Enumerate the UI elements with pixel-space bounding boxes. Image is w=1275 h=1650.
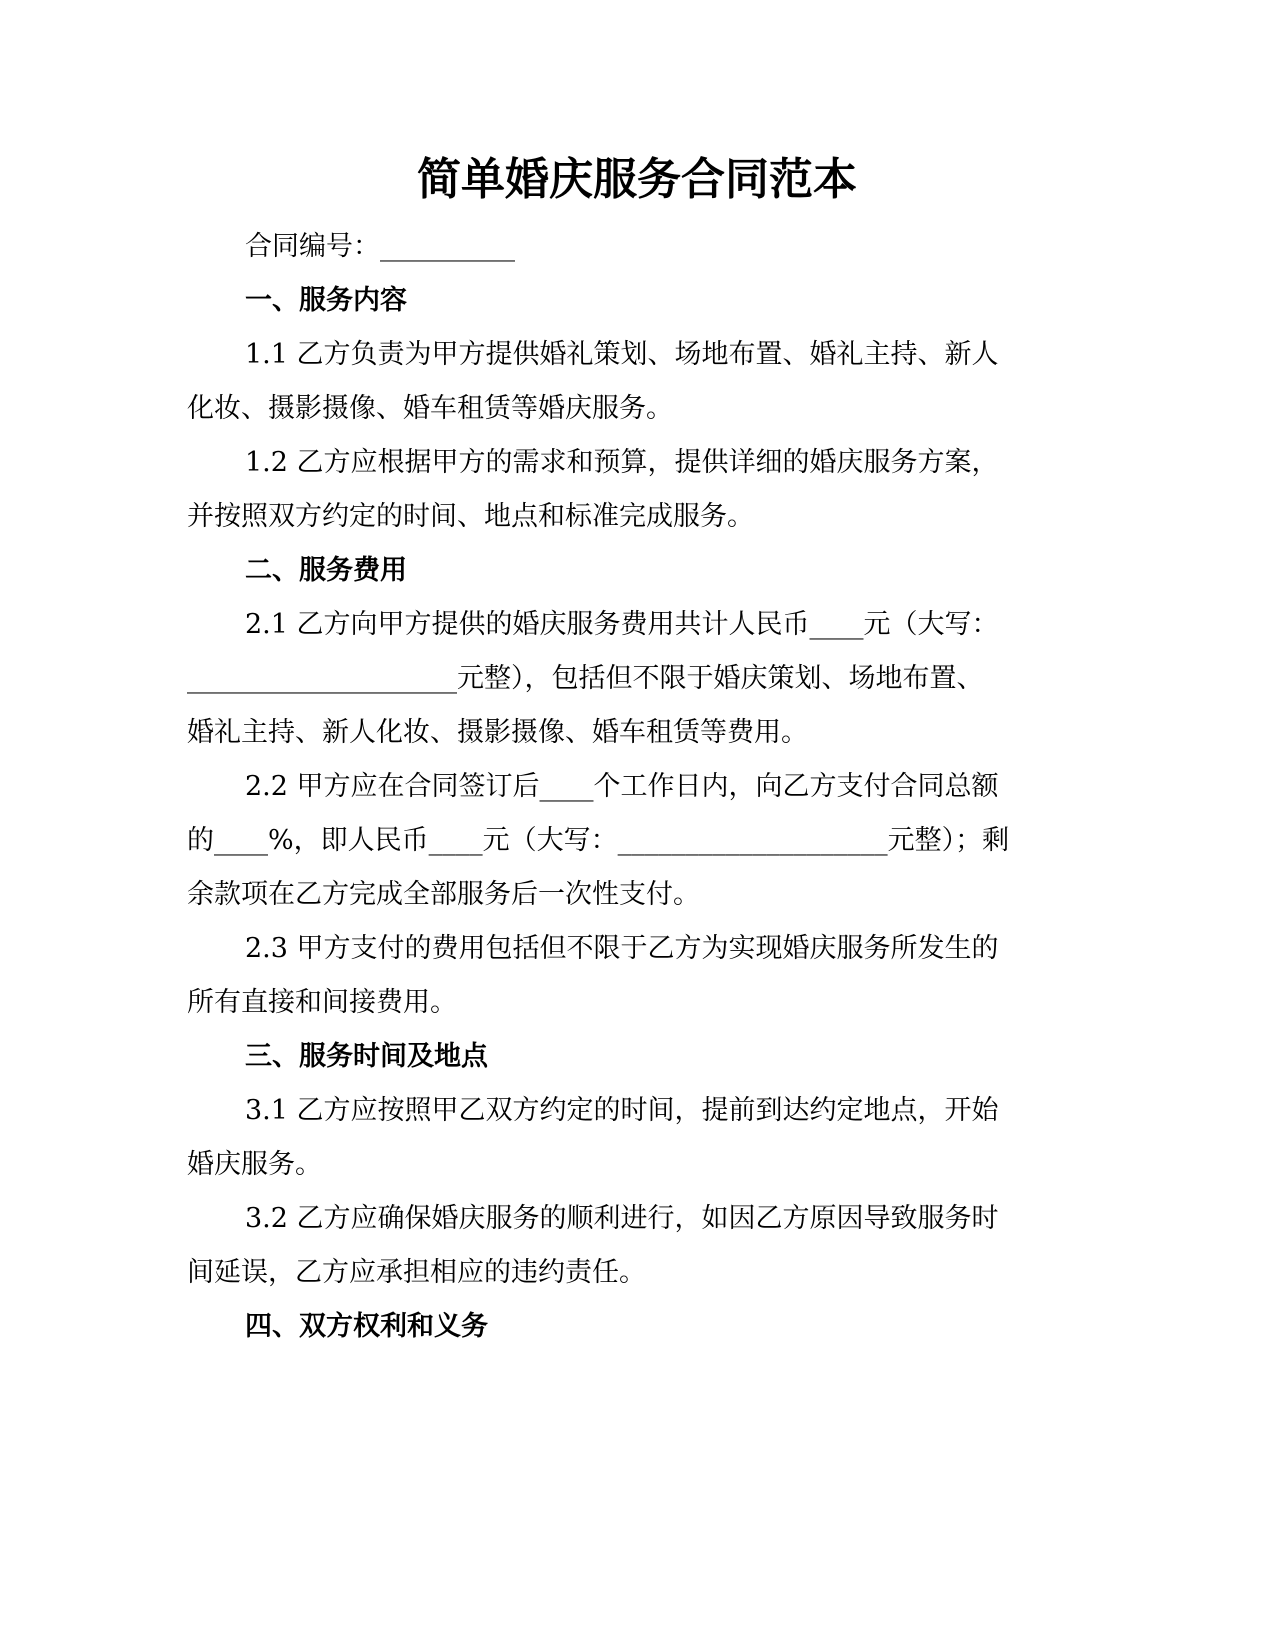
clause-3-1-line-1: 3.1 乙方应按照甲乙双方约定的时间，提前到达约定地点，开始 [245,1095,999,1126]
clause-3-2-line-1: 3.2 乙方应确保婚庆服务的顺利进行，如因乙方原因导致服务时 [245,1203,999,1234]
contract-number: 合同编号：__________ [245,231,515,262]
clause-2-1-line-2: ____________________元整），包括但不限于婚庆策划、场地布置、 [187,663,984,694]
section-heading-3: 三、服务时间及地点 [245,1041,488,1072]
clause-2-2-line-3: 余款项在乙方完成全部服务后一次性支付。 [187,879,700,910]
clause-1-2-line-1: 1.2 乙方应根据甲方的需求和预算，提供详细的婚庆服务方案， [245,447,999,478]
section-heading-1: 一、服务内容 [245,285,407,316]
clause-2-2-line-2: 的____%，即人民币____元（大写：____________________元整）；剩 [187,825,1010,856]
section-heading-4: 四、双方权利和义务 [245,1311,488,1342]
clause-2-1-line-1: 2.1 乙方向甲方提供的婚庆服务费用共计人民币____元（大写： [245,609,999,640]
section-heading-2: 二、服务费用 [245,555,407,586]
clause-1-2-line-2: 并按照双方约定的时间、地点和标准完成服务。 [187,501,754,532]
clause-2-3-line-2: 所有直接和间接费用。 [187,987,457,1018]
clause-2-1-line-3: 婚礼主持、新人化妆、摄影摄像、婚车租赁等费用。 [187,717,808,748]
clause-2-2-line-1: 2.2 甲方应在合同签订后____个工作日内，向乙方支付合同总额 [245,771,999,802]
clause-3-1-line-2: 婚庆服务。 [187,1149,322,1180]
clause-1-1-line-2: 化妆、摄影摄像、婚车租赁等婚庆服务。 [187,393,673,424]
clause-2-3-line-1: 2.3 甲方支付的费用包括但不限于乙方为实现婚庆服务所发生的 [245,933,999,964]
clause-1-1-line-1: 1.1 乙方负责为甲方提供婚礼策划、场地布置、婚礼主持、新人 [245,339,999,370]
clause-3-2-line-2: 间延误，乙方应承担相应的违约责任。 [187,1257,646,1288]
document-title: 简单婚庆服务合同范本 [417,154,857,205]
